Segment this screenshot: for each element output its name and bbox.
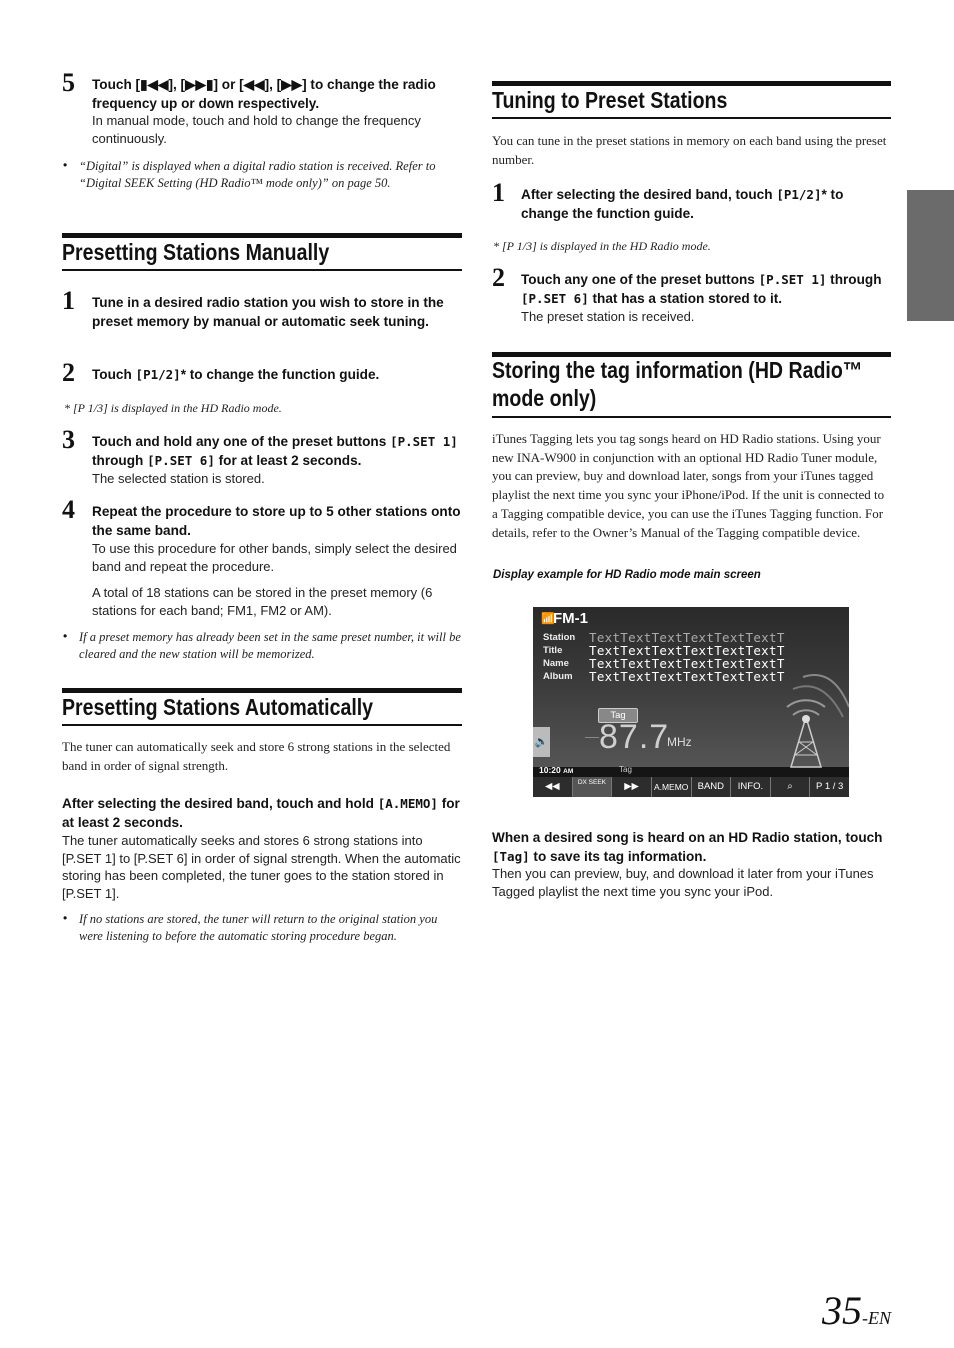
note-digital: “Digital” is displayed when a digital radio station is received. Refer to “Digital SEEK Setting (HD Radio™ mode only)” on page 50. [79,159,436,190]
tag-button[interactable]: Tag [598,708,638,723]
heading-rule-bottom [492,117,891,119]
step-2-number: 2 [492,263,505,292]
manual-step-4-body-2: A total of 18 stations can be stored in the preset memory (6 stations for each band; FM1, FM2 or AM). [92,585,433,618]
manual-step-1: Tune in a desired radio station you wish to store in the preset memory by manual or automatic seek tuning. [92,295,444,329]
step-5-number: 5 [62,68,75,97]
heading-auto: Presetting Stations Automatically [62,694,374,720]
value-station: TextTextTextTextTextTextT [589,630,785,645]
frequency: 87.7 [599,718,670,756]
frequency-unit: MHz [667,735,692,749]
tuning-intro: You can tune in the preset stations in memory on each band using the preset number. [492,133,887,167]
manual-step-3: Touch and hold any one of the preset buttons [P.SET 1] through [P.SET 6] for at least 2 seconds. [92,434,458,468]
auto-note: If no stations are stored, the tuner will return to the original station you were listening to before the automatic storing procedure began. [79,912,438,943]
manual-note: If a preset memory has already been set in the same preset number, it will be cleared and the new station will be memorized. [79,630,461,661]
heading-manual: Presetting Stations Manually [62,239,330,265]
heading-rule-bottom [492,416,891,418]
manual-step-2: Touch [P1/2]* to change the function guide. [92,367,380,382]
band-button[interactable]: BAND [691,777,731,797]
heading-storing-2: mode only) [492,385,597,411]
bullet: • [63,629,68,643]
band-label: FM-1 [553,610,588,627]
page-number: 35-EN [822,1288,891,1333]
tuning-step-1: After selecting the desired band, touch [P1/2]* to change the function guide. [521,187,844,221]
step-3-number: 3 [62,425,75,454]
screen-caption: Display example for HD Radio mode main screen [493,569,761,581]
heading-rule-bottom [62,269,462,271]
tuning-step-2: Touch any one of the preset buttons [P.SET 1] through [P.SET 6] that has a station stored to it. [521,272,882,306]
step-5-body: In manual mode, touch and hold to change the frequency continuously. [92,113,421,146]
heading-rule-bottom [62,724,462,726]
manual-footnote: * [P 1/3] is displayed in the HD Radio mode. [64,401,282,415]
label-title: Title [543,645,563,656]
step-1-number: 1 [62,286,75,315]
step-4-number: 4 [62,495,75,524]
heading-storing-1: Storing the tag information (HD Radio™ [492,357,863,383]
hd-radio-screen [533,607,849,797]
auto-instruction: After selecting the desired band, touch and hold [A.MEMO] for at least 2 seconds. [62,796,460,830]
signal-icon: 📶 [541,613,555,625]
storing-instruction: When a desired song is heard on an HD Radio station, touch [Tag] to save its tag information. [492,830,883,864]
seek-up-button[interactable]: ▶▶ [611,777,651,797]
clock: 10:20 AM [539,765,574,775]
bullet: • [63,158,68,172]
freq-dash-left [585,737,599,738]
tuning-footnote: * [P 1/3] is displayed in the HD Radio mode. [493,239,711,253]
heading-tuning: Tuning to Preset Stations [492,87,728,113]
label-station: Station [543,632,576,643]
value-album: TextTextTextTextTextTextT [589,669,785,684]
storing-intro: iTunes Tagging lets you tag songs heard on HD Radio stations. Using your new INA-W900 in conjunction with an optional HD Radio Tuner module, you can preview, buy and download later, songs from your iTunes tagged playlist the next time you sync your iPhone/iPod. If the unit is connected to a Tagging compatible device, you can use the iTunes Tagging function. For details, refer to the Owner’s Manual of the Tagging compatible device. [492,431,885,540]
manual-step-4-body-1: To use this procedure for other bands, simply select the desired band and repeat the procedure. [92,541,457,574]
auto-intro: The tuner can automatically seek and store 6 strong stations in the selected band in order of signal strength. [62,739,451,773]
tag-indicator: Tag [619,765,632,774]
section-tab [907,190,954,321]
manual-step-3-body: The selected station is stored. [92,471,265,486]
tuning-step-2-body: The preset station is received. [521,309,695,324]
dx-seek-button[interactable]: DX SEEK [572,777,612,797]
label-album: Album [543,671,573,682]
search-icon[interactable]: ⌕ [770,777,810,797]
value-name: TextTextTextTextTextTextT [589,656,785,671]
manual-step-4: Repeat the procedure to store up to 5 other stations onto the same band. [92,504,461,538]
step-1-number: 1 [492,178,505,207]
value-title: TextTextTextTextTextTextT [589,643,785,658]
seek-down-button[interactable]: ◀◀ [545,781,560,792]
a-memo-button[interactable]: A.MEMO [651,777,691,797]
function-bar [533,777,849,797]
step-2-number: 2 [62,358,75,387]
info-button[interactable]: INFO. [730,777,770,797]
step-5-text: Touch [▮◀◀], [▶▶▮] or [◀◀], [▶▶] to change the radio frequency up or down respectively. [92,77,436,111]
storing-body: Then you can preview, buy, and download it later from your iTunes Tagged playlist the next time you sync your iPod. [492,866,874,899]
label-name: Name [543,658,569,669]
auto-body: The tuner automatically seeks and stores 6 strong stations into [P.SET 1] to [P.SET 6] in order of signal strength. When the automatic storing has been completed, the tuner goes to the station stored in [P.SET 1]. [62,833,461,901]
bullet: • [63,911,68,925]
speaker-icon[interactable]: 🔊 [533,727,550,757]
page-indicator-button[interactable]: P 1 / 3 [809,777,849,797]
